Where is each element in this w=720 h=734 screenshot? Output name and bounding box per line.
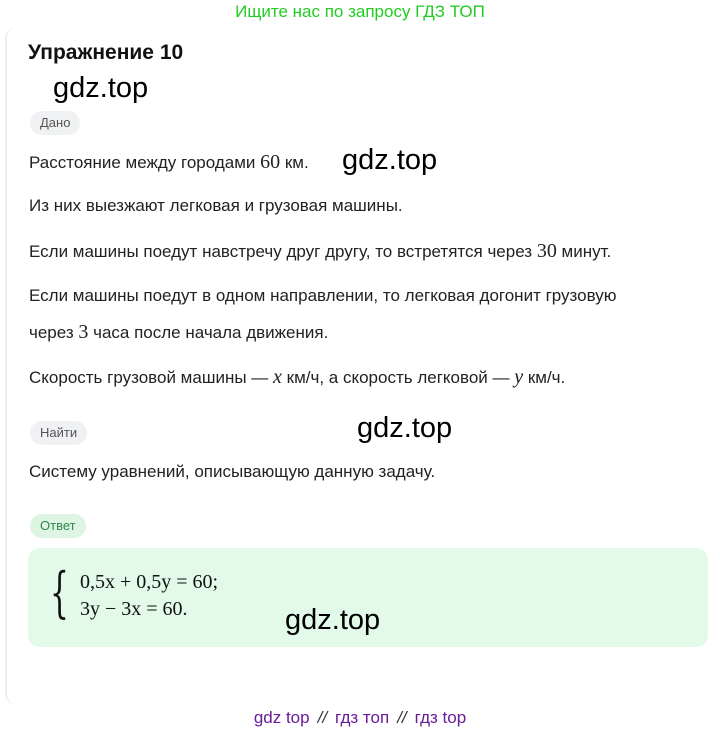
footer-link-3[interactable]: гдз top	[414, 708, 467, 727]
given-line-2: Из них выезжают легковая и грузовая машины.	[29, 196, 403, 215]
footer-separator: //	[397, 708, 407, 727]
find-badge: Найти	[30, 421, 87, 445]
watermark: gdz.top	[53, 72, 149, 104]
given-line-4: Если машины поедут в одном направлении, то легковая догонит грузовую	[29, 286, 617, 305]
watermark: gdz.top	[357, 412, 453, 444]
footer-separator: //	[317, 708, 328, 727]
footer-link-2[interactable]: гдз топ	[335, 708, 390, 727]
top-banner: Ищите нас по запросу ГДЗ ТОП	[235, 2, 485, 21]
given-line-1: Расстояние между городами 60 км.	[29, 151, 309, 173]
find-text: Систему уравнений, описывающую данную задачу.	[29, 462, 436, 481]
given-line-5: через 3 часа после начала движения.	[29, 321, 329, 343]
left-brace-icon: {	[50, 561, 69, 624]
equation-1: 0,5x + 0,5y = 60;	[80, 571, 219, 593]
given-line-6: Скорость грузовой машины — x км/ч, а скорость легковой — y км/ч.	[29, 366, 566, 388]
footer-link-1[interactable]: gdz top	[253, 708, 310, 727]
footer	[0, 708, 720, 728]
equation-2: 3y − 3x = 60.	[80, 598, 188, 620]
given-line-3: Если машины поедут навстречу друг другу, то встретятся через 30 минут.	[29, 240, 612, 262]
watermark: gdz.top	[285, 604, 381, 636]
answer-badge: Ответ	[30, 514, 86, 538]
exercise-title: Упражнение 10	[28, 41, 184, 64]
given-badge: Дано	[30, 111, 80, 135]
watermark: gdz.top	[342, 144, 438, 176]
